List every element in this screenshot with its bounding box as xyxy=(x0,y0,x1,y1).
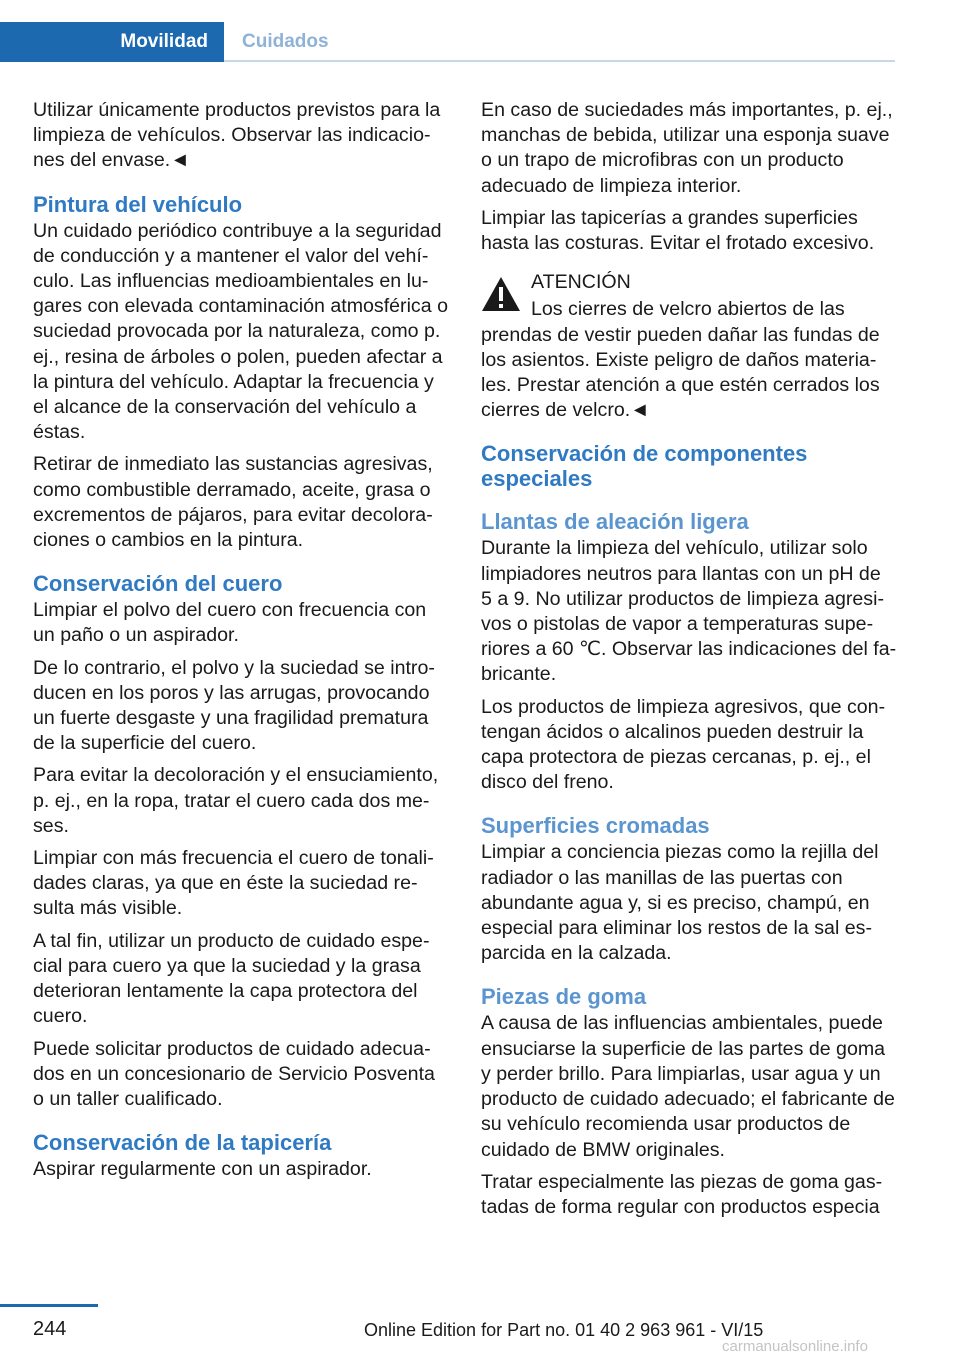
chapter-tabs xyxy=(0,22,895,62)
warning-title: ATENCIÓN xyxy=(531,271,631,294)
paragraph: Un cuidado periódico contribuye a la seguridad de conducción y a mantener el valor del vehículo. Las influencias medioambientales en lugares con elevada contaminación atmosférica o suciedad provocada por la naturaleza, como p. ej., resina de árboles o polen, pueden afectar a la pintura del vehículo. Adaptar la frecuencia y el alcance de la conservación del vehículo a éstas. xyxy=(33,219,448,444)
paragraph: Limpiar el polvo del cuero con frecuencia con un paño o un aspirador. xyxy=(33,599,427,647)
paragraph: Tratar especialmente las piezas de goma gastadas de forma regular con productos especia xyxy=(481,1170,883,1218)
footer-rule xyxy=(0,1304,98,1307)
warning-box xyxy=(481,270,897,423)
tab-underline xyxy=(224,60,895,62)
tab-cuidados[interactable]: Cuidados xyxy=(242,31,329,52)
tab-movilidad[interactable]: Movilidad xyxy=(0,22,224,62)
paragraph: Aspirar regularmente con un aspirador. xyxy=(33,1158,372,1181)
subsection-heading-cromadas: Superficies cromadas xyxy=(481,813,710,839)
paragraph: Durante la limpieza del vehículo, utilizar solo limpiadores neutros para llantas con un pH de 5 a 9. No utilizar productos de limpieza agresivos o pistolas de vapor a temperaturas superiores a 60 ℃. Observar las indicaciones del fabricante. xyxy=(481,537,897,686)
section-heading-pintura: Pintura del vehículo xyxy=(33,191,243,217)
watermark: carmanualsonline.info xyxy=(722,1338,868,1355)
warning-triangle-icon xyxy=(481,276,521,312)
right-column xyxy=(481,98,897,1227)
paragraph: Limpiar con más frecuencia el cuero de tonalidades claras, ya que en éste la suciedad resulta más visible. xyxy=(33,847,434,920)
paragraph: De lo contrario, el polvo y la suciedad se introducen en los poros y las arrugas, provocando un fuerte desgaste y una fragilidad prematura de la superficie del cuero. xyxy=(33,656,435,755)
paragraph: Retirar de inmediato las sustancias agresivas, como combustible derramado, aceite, grasa o excrementos de pájaros, para evitar decoloraciones o cambios en la pintura. xyxy=(33,453,433,552)
paragraph: Limpiar las tapicerías a grandes superficies hasta las costuras. Evitar el frotado excesivo. xyxy=(481,206,875,255)
page-number: 244 xyxy=(33,1318,67,1340)
section-heading-tapiceria: Conservación de la tapicería xyxy=(33,1130,332,1156)
left-column xyxy=(33,98,451,1189)
paragraph: Limpiar a conciencia piezas como la rejilla del radiador o las manillas de las puertas con abundante agua y, si es preciso, champú, en especial para eliminar los restos de la sal esparcida en la calzada. xyxy=(481,841,879,965)
paragraph: Para evitar la decoloración y el ensuciamiento, p. ej., en la ropa, tratar el cuero cada dos meses. xyxy=(33,764,439,837)
paragraph: A tal fin, utilizar un producto de cuidado especial para cuero ya que la suciedad y la grasa deterioran lentamente la capa protectora del cuero. xyxy=(33,929,430,1028)
subsection-heading-llantas: Llantas de aleación ligera xyxy=(481,509,749,535)
paragraph: Los productos de limpieza agresivos, que contengan ácidos o alcalinos pueden destruir la capa protectora de piezas cercanas, p. ej., el disco del freno. xyxy=(481,695,886,794)
section-heading-componentes: Conservación de componentes especiales xyxy=(481,441,808,492)
subsection-heading-goma: Piezas de goma xyxy=(481,984,647,1010)
paragraph: Utilizar únicamente productos previstos para la limpieza de vehículos. Observar las indicaciones del envase.◄ xyxy=(33,99,441,172)
edition-note: Online Edition for Part no. 01 40 2 963 961 - VI/15 xyxy=(364,1320,764,1340)
warning-text: Los cierres de velcro abiertos de las prendas de vestir pueden dañar las fundas de los asientos. Existe peligro de daños materiales. Prestar atención a que estén cerrados los cierres de velcro.◄ xyxy=(481,298,880,422)
paragraph: Puede solicitar productos de cuidado adecuados en un concesionario de Servicio Posventa o un taller cualificado. xyxy=(33,1037,435,1110)
paragraph: A causa de las influencias ambientales, puede ensuciarse la superficie de las partes de goma y perder brillo. Para limpiarlas, usar agua y un producto de cuidado adecuado; el fabricante de su vehículo recomienda usar productos de cuidado de BMW originales. xyxy=(481,1012,895,1161)
paragraph: En caso de suciedades más importantes, p. ej., manchas de bebida, utilizar una esponja suave o un trapo de microfibras con un producto adecuado de limpieza interior. xyxy=(481,99,893,197)
section-heading-cuero: Conservación del cuero xyxy=(33,571,283,597)
